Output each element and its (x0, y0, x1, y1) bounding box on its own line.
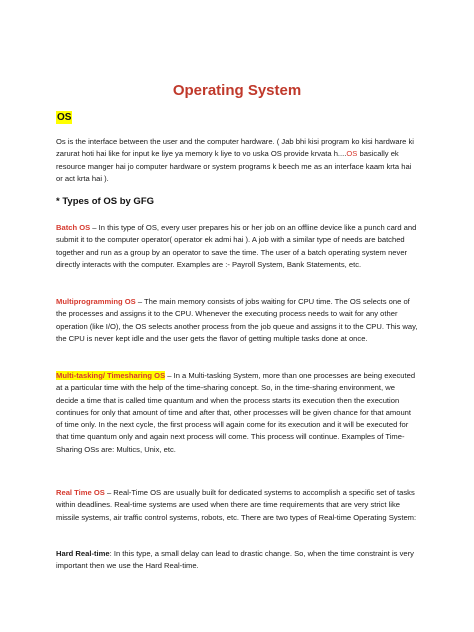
batch-os-term: Batch OS (56, 223, 91, 232)
page-title: Operating System (172, 82, 302, 99)
multiprogramming-os-paragraph (56, 296, 418, 345)
batch-os-paragraph (56, 222, 418, 271)
intro-paragraph (56, 136, 418, 185)
intro-text-part1: Os is the interface between the user and the computer hardware. ( Jab bhi kisi program ko kisi hardware ki zarurat hoti hai like for input ke liye ya memory k liye to vo uska OS provide krvata h.... (56, 137, 414, 159)
hard-realtime-label: Hard Real-time (56, 549, 110, 558)
multiprogramming-os-term: Multiprogramming OS (56, 297, 136, 306)
multitasking-os-term: Multi-tasking/ Timesharing OS (56, 371, 166, 380)
realtime-os-text: – Real-Time OS are usually built for dedicated systems to accomplish a specific set of tasks within deadlines. Real-time systems are used when there are time requirements that are very strict like missile systems, air traffic control systems, robots, etc. There are two types of Real-time Operating System: (56, 488, 417, 522)
realtime-os-term: Real Time OS (56, 488, 105, 497)
multiprogramming-os-text: – The main memory consists of jobs waiting for CPU time. The OS selects one of the processes and assigns it to the CPU. Whenever the executing process needs to wait for any other operation (like I/O), the OS selects another process from the job queue and assigns it to the CPU. This way, the CPU is never kept idle and the user gets the flavor of getting multiple tasks done at once. (56, 297, 418, 343)
hard-realtime-text: : In this type, a small delay can lead to drastic change. So, when the time constraint is very important then we use the Hard Real-time. (56, 549, 414, 571)
types-heading: * Types of OS by GFG (56, 196, 155, 207)
realtime-os-paragraph (56, 487, 418, 524)
intro-os-word: OS (346, 149, 358, 159)
batch-os-text: – In this type of OS, every user prepares his or her job on an offline device like a punch card and submit it to the computer operator( operator ek admi hai ). A job with a similar type of needs are batched together and run as a group by an operator to save the time. The user of a batch operating system never directly interacts with the computer. Examples are :- Payroll System, Bank Statements, etc. (56, 223, 417, 269)
multitasking-os-paragraph (56, 370, 418, 456)
hard-realtime-paragraph (56, 548, 418, 573)
os-heading: OS (57, 112, 72, 123)
intro-text-part2: basically ek resource manger hai jo computer hardware or system programs k beech me as an interface kaam krta hai or act krta hai ). (56, 149, 412, 183)
multitasking-os-text: – In a Multi-tasking System, more than one processes are being executed at a particular time with the help of the time-sharing concept. So, in the time-sharing environment, we decide a time that is called time quantum and when the process starts its execution then the execution continues for only that amount of time and after that, other processes will be given chance for that amount of time only. In the next cycle, the first process will again come for its execution and it will be executed for that time quantum only and again next process will come. This process will continue. Examples of Time-Sharing OSs are: Multics, Unix, etc. (56, 371, 416, 454)
